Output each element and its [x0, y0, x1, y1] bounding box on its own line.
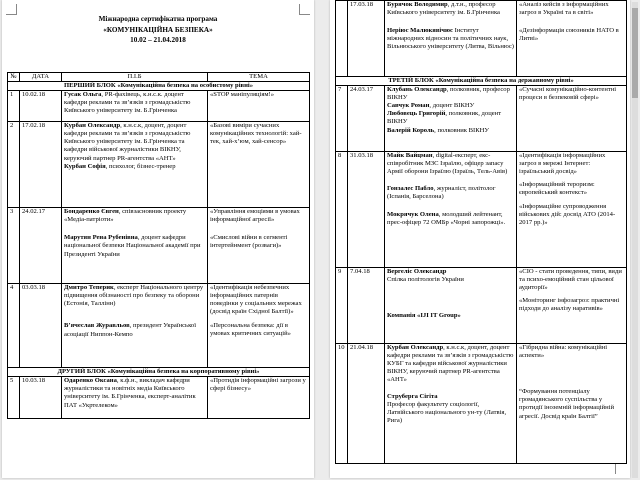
speaker-name: Струберга Сігіта [387, 392, 438, 400]
speaker-desc: , полковник, доцент ВІКНУ [387, 110, 502, 126]
speaker-desc: , доцент ВІКНУ [429, 102, 475, 110]
row-topics [208, 284, 310, 368]
speaker-desc: , молодший лейтенант, прес-офіцер 72 ОМБр «Чорні запорожці». [387, 210, 506, 226]
speaker-desc: , к.н.с.к, доцент, доцент кафедри реклами та зв’язків з громадськістю КУБГ та кафедри військової журналістики ВІКНУ, керуючий партнер PR-агентства «АНТ» [387, 344, 514, 384]
row-num: 1 [8, 91, 20, 122]
row-topic: «CIO - стати проведення, типи, види та психо-емоційний стан цільової аудиторії» [519, 268, 622, 292]
row-topic: «Персональна безпека: дії в умовах критичних ситуацій» [210, 321, 291, 337]
speaker-name: Марутян Рена Рубенівна [64, 234, 138, 242]
row-date: 03.03.18 [20, 284, 62, 368]
row-date: 17.03.18 [348, 1, 385, 77]
speaker-desc: , журналіст, політолог (Іспанія, Барселона) [387, 185, 496, 201]
table-row [8, 122, 310, 208]
page-corner-mark [615, 463, 626, 474]
document-page-left [2, 0, 314, 478]
block-row-third [336, 77, 627, 86]
speaker-name: Гонзалес Пабло [387, 185, 434, 193]
col-num: № [8, 73, 20, 82]
row-topic: “Формування потенціалу громадянського суспільства у протидії іноземній інформаційній агресії. Досвід країн Балтії” [519, 388, 614, 420]
block-row-first [8, 82, 310, 91]
row-num: 2 [8, 122, 20, 208]
row-topic: «Ідентифікація інформаційних загроз в мережі Інтернет: ізраїльський досвід» [519, 152, 606, 176]
row-topic: «Протидія інформаційні загрози у сфері бізнесу» [208, 377, 310, 419]
row-topics [517, 268, 627, 344]
row-topic: «Базові виміри сучасних комунікаційних технологій: хай-тек, хай-х’юм, хай-сенсор» [208, 122, 310, 208]
speaker-name: Гусак Ольга [64, 91, 102, 99]
row-topic: «Гібридна війна: комунікаційні аспекти» [519, 344, 608, 360]
row-num: 3 [8, 208, 20, 284]
row-num: 5 [8, 377, 20, 419]
row-date: 21.04.18 [348, 344, 385, 464]
table-row [336, 152, 627, 268]
speaker-desc: Спілка політологів України [387, 276, 464, 284]
speaker-desc: , президент Української асоціації Ниппон-Кемпо [64, 322, 197, 338]
row-speakers [385, 344, 517, 464]
col-topic: ТЕМА [208, 73, 310, 82]
program-name: «КОМУНІКАЦІЙНА БЕЗПЕКА» [103, 25, 213, 34]
speaker-name: Вергеліс Олександр [387, 268, 447, 276]
speaker-name: Курбан Софія [64, 162, 106, 170]
row-topic: «Інформаційний тероризм: європейський контекст» [519, 181, 595, 197]
block-row-second [8, 368, 310, 377]
block-title-third: ТРЕТІЙ БЛОК «Комунікаційна безпека на державному рівні» [336, 77, 627, 86]
speaker-desc: , експерт Національного центру підвищення обізнаності про безпеку та оборони (Естонія, Таллінн) [64, 284, 204, 308]
program-header [2, 14, 314, 46]
row-num: 4 [8, 284, 20, 368]
speaker-desc: , к.н.с.к, доцент, доцент кафедри реклами та зв’язків з громадськістю Київського університету ім. Б.Грінченка та кафедри військової журналістики ВІКНУ, керуючий партнер PR-агентства «АНТ» [64, 122, 191, 162]
speaker-name: В’ячеслав Журавльов [64, 322, 130, 330]
speaker-desc: , співзасновник проекту «Медіа-патріоти» [64, 208, 187, 224]
table-row [8, 377, 310, 419]
speaker-name: Дмитро Теперик [64, 284, 114, 292]
row-topic: «STOP маніпуляціям!» [208, 91, 310, 122]
schedule-table-right [335, 0, 627, 464]
row-topic: «Інформаційне супроводження військових дій: досвід АТО (2014-2017 рр.)» [519, 202, 616, 226]
col-name: П.І.Б [62, 73, 208, 82]
speaker-desc: Інститут міжнародних відносин та політичних наук, Вільнюського університету (Литва, Вільнюс) [387, 27, 514, 51]
table-row [8, 284, 310, 368]
row-topics [208, 208, 310, 284]
row-speakers [385, 86, 517, 152]
speaker-name: Курбан Олександр [387, 344, 444, 352]
block-title-second: ДРУГИЙ БЛОК «Комунікаційна безпека на корпоративному рівні» [8, 368, 310, 377]
row-speakers [385, 268, 517, 344]
speaker-name: Компанія «IJI IT Group» [387, 312, 461, 320]
table-row [8, 91, 310, 122]
table-row [336, 344, 627, 464]
speaker-desc: , PR-фахівець, к.н.с.к. доцент кафедри реклами та зв’язків з громадськістю Київського університету ім. Б.Грінченка [64, 91, 191, 115]
table-row [336, 86, 627, 152]
row-date: 10.02.18 [20, 91, 62, 122]
row-topic: «Управління емоціями в умовах інформаційної агресії» [210, 208, 300, 224]
row-date: 17.02.18 [20, 122, 62, 208]
block-title-first: ПЕРШИЙ БЛОК «Комунікаційна безпека на особистому рівні» [8, 82, 310, 91]
speaker-desc: , психолог, бізнес-тренер [105, 162, 176, 170]
schedule-table-left [7, 72, 310, 419]
table-row [336, 1, 627, 77]
document-page-right [330, 0, 630, 478]
row-speakers [62, 377, 208, 419]
row-topic: «Смислові війни в сегменті інтертейнмент (розваги)» [210, 234, 288, 250]
row-topics [517, 344, 627, 464]
table-row [8, 208, 310, 284]
speaker-name: Курбан Олександр [64, 122, 121, 130]
row-date: 31.03.18 [348, 152, 385, 268]
row-topic: «Аналіз кейсів з інформаційних загроз в Україні та в світі» [519, 1, 609, 17]
row-speakers [62, 122, 208, 208]
row-topics [517, 152, 627, 268]
vertical-scrollbar[interactable] [632, 2, 638, 478]
row-topics [517, 1, 627, 77]
speaker-name: Майк Вайцман [387, 152, 433, 160]
speaker-name: Любовець Григорій [387, 110, 446, 118]
speaker-name: Мокрячук Олена [387, 210, 439, 218]
speaker-desc: , доцент кафедри національної безпеки Національної академії при Президенті України [64, 234, 201, 258]
table-row [336, 268, 627, 344]
col-date: ДАТА [20, 73, 62, 82]
row-num: 10 [336, 344, 348, 464]
row-topic: «Сучасні комунікаційно-контентні процеси в безпековій сфері» [517, 86, 627, 152]
speaker-name: Валерій Король [387, 126, 435, 134]
row-date: 7.04.18 [348, 268, 385, 344]
speaker-desc: , к.ф.н., викладач кафедри журналістики та новітніх медіа Київського університету ім. Б.Грінченка, експерт-аналітик ПАТ «Укртелеком» [64, 377, 196, 409]
speaker-name: Бурячок Володимир [387, 1, 448, 8]
row-topic: «Моніторинг інфозагроз: практичні підходи до аналізу наративів» [519, 297, 620, 313]
row-speakers [62, 91, 208, 122]
table-header-row [8, 73, 310, 82]
speaker-name: Одаренко Оксана [64, 377, 117, 385]
speaker-desc: , полковник, професор ВІКНУ [387, 86, 510, 102]
row-date: 10.03.18 [20, 377, 62, 419]
speaker-name: Клубань Олександр [387, 86, 447, 94]
speaker-desc: , digital-експерт, екс-співробітник МЗС Ізраїлю, офіцер запасу Армії оборони Ізраїлю (Ізраїль, Тель-Авів) [387, 152, 508, 176]
row-num [336, 1, 348, 77]
speaker-desc: , полковник ВІКНУ [434, 126, 490, 134]
scrollbar-thumb[interactable] [632, 8, 638, 98]
row-num: 8 [336, 152, 348, 268]
row-topic: «Ідентифікація небезпечних інформаційних патернів поведінки у соціальних мережах (досвід країн Східної Балтії)» [210, 284, 302, 316]
row-speakers [385, 1, 517, 77]
row-topic: «Дезінформація союзників НАТО в Литві» [519, 27, 619, 43]
row-date: 24.03.17 [348, 86, 385, 152]
row-num: 9 [336, 268, 348, 344]
row-speakers [62, 208, 208, 284]
speaker-name: Неріюс Малюкявічюс [387, 27, 453, 35]
program-dates: 10.02 – 21.04.2018 [130, 36, 186, 44]
row-speakers [385, 152, 517, 268]
row-num: 7 [336, 86, 348, 152]
speaker-name: Савчук Роман [387, 102, 430, 110]
program-title: Міжнародна сертифікатна програма [98, 15, 218, 23]
speaker-name: Бондаренко Євген [64, 208, 119, 216]
speaker-desc: Професор факультету соціології, Латвійського національного ун-ту (Латвія, Рига) [387, 400, 507, 424]
row-date: 24.02.17 [20, 208, 62, 284]
row-speakers [62, 284, 208, 368]
speaker-desc: , д.т.н., професор Київського університету ім. Б.Грінченка [387, 1, 500, 17]
